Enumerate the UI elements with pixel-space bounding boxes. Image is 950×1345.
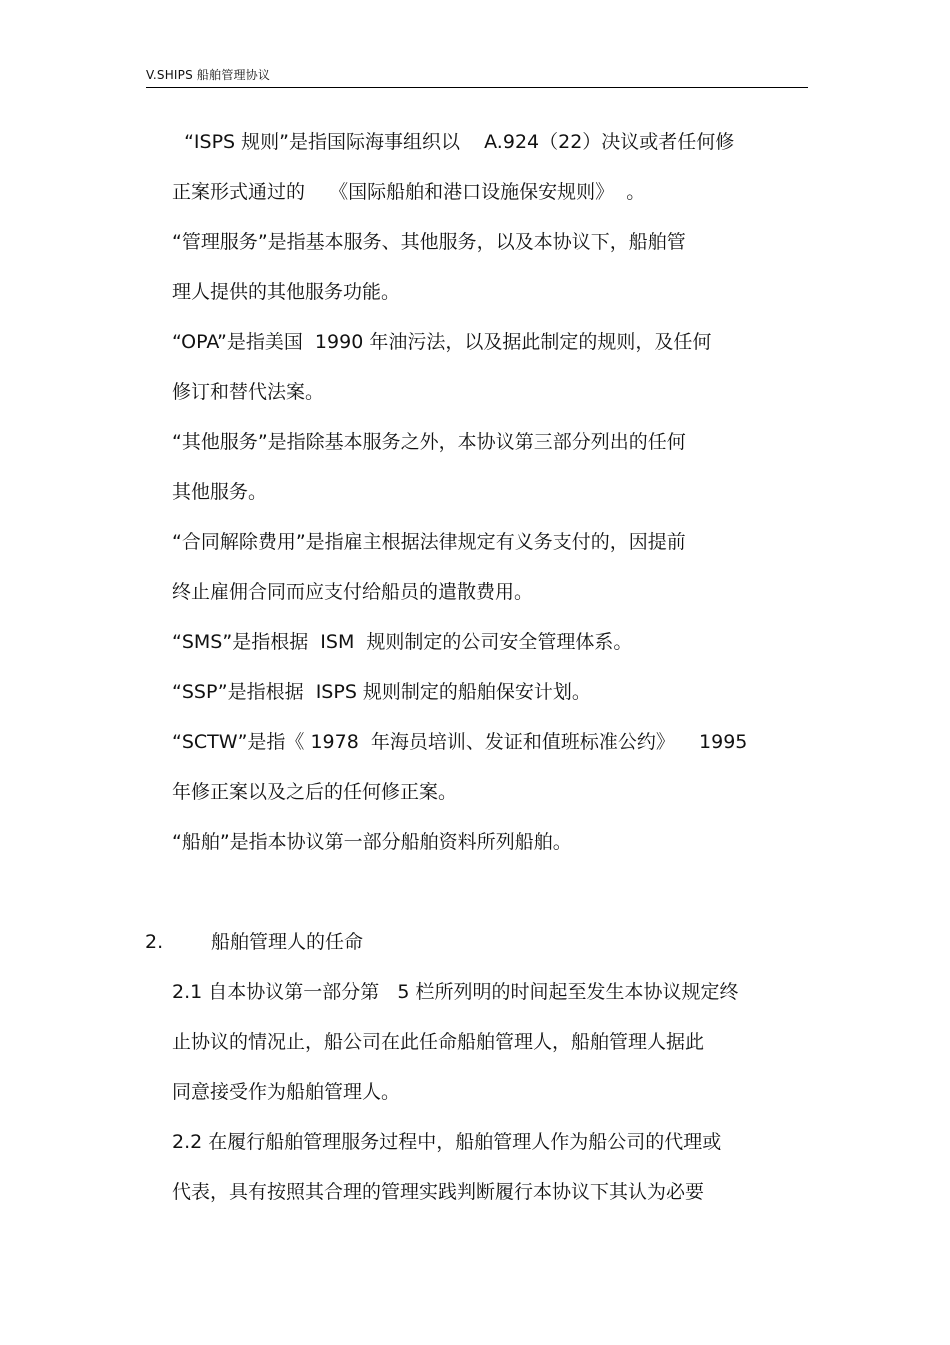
section-line: 同意接受作为船舶管理人。 bbox=[172, 1081, 401, 1103]
body-line: “管理服务”是指基本服务、其他服务，以及本协议下，船舶管 bbox=[172, 231, 686, 253]
section-line: 2.1 自本协议第一部分第 5 栏所列明的时间起至发生本协议规定终 bbox=[172, 981, 739, 1003]
section-title: 船舶管理人的任命 bbox=[211, 931, 364, 953]
body-line: “ISPS 规则”是指国际海事组织以 A.924（22）决议或者任何修 bbox=[172, 131, 735, 153]
body-line: 理人提供的其他服务功能。 bbox=[172, 281, 401, 303]
section-line: 2.2 在履行船舶管理服务过程中，船舶管理人作为船公司的代理或 bbox=[172, 1131, 722, 1153]
body-line: “船舶”是指本协议第一部分船舶资料所列船舶。 bbox=[172, 831, 572, 853]
body-line: “SCTW”是指《 1978 年海员培训、发证和值班标准公约》 1995 bbox=[172, 731, 748, 753]
section-line: 代表，具有按照其合理的管理实践判断履行本协议下其认为必要 bbox=[172, 1181, 705, 1203]
body-line: 其他服务。 bbox=[172, 481, 268, 503]
body-line: “SSP”是指根据 ISPS 规则制定的船舶保安计划。 bbox=[172, 681, 591, 703]
page-header: V.SHIPS 船舶管理协议 bbox=[146, 68, 271, 82]
body-line: “其他服务”是指除基本服务之外，本协议第三部分列出的任何 bbox=[172, 431, 686, 453]
body-line: “SMS”是指根据 ISM 规则制定的公司安全管理体系。 bbox=[172, 631, 633, 653]
section-line: 止协议的情况止，船公司在此任命船舶管理人，船舶管理人据此 bbox=[172, 1031, 705, 1053]
body-line: “OPA”是指美国 1990 年油污法，以及据此制定的规则，及任何 bbox=[172, 331, 712, 353]
body-line: 年修正案以及之后的任何修正案。 bbox=[172, 781, 458, 803]
body-line: 修订和替代法案。 bbox=[172, 381, 325, 403]
body-line: 终止雇佣合同而应支付给船员的遣散费用。 bbox=[172, 581, 534, 603]
header-rule bbox=[146, 87, 808, 88]
section-number: 2. bbox=[145, 931, 164, 953]
body-line: 正案形式通过的 《国际船舶和港口设施保安规则》 。 bbox=[172, 181, 646, 203]
body-line: “合同解除费用”是指雇主根据法律规定有义务支付的，因提前 bbox=[172, 531, 686, 553]
